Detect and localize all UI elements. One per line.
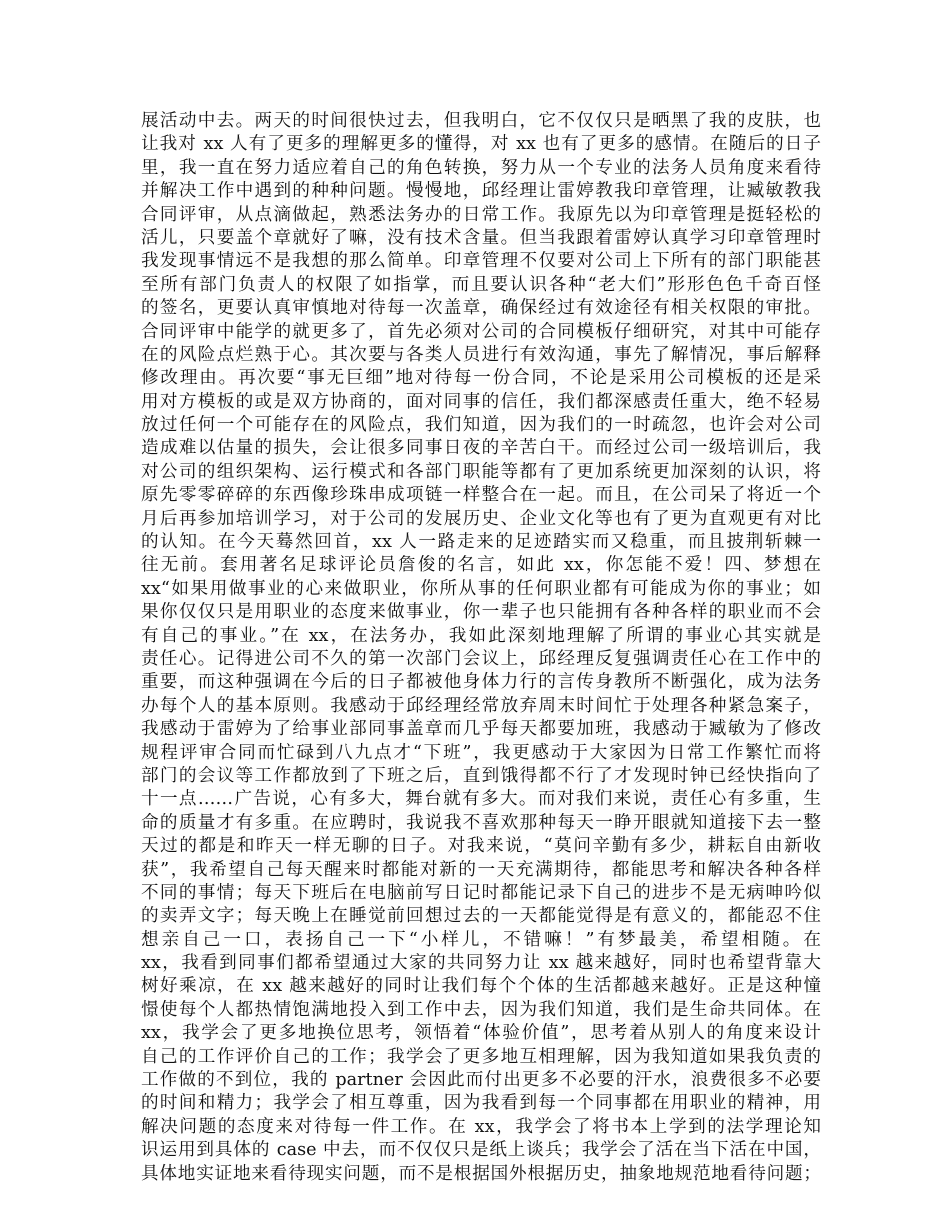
text-line: 原先零零碎碎的东西像珍珠串成项链一样整合在一起。而且，在公司呆了将近一个 (141, 485, 821, 506)
text-line: 放过任何一个可能存在的风险点，我们知道，因为我们的一时疏忽，也许会对公司 (141, 415, 821, 436)
text-line: 修改理由。再次要“事无巨细”地对待每一份合同，不论是采用公司模板的还是采 (141, 368, 821, 389)
text-line: 我发现事情远不是我想的那么简单。印章管理不仅要对公司上下所有的部门职能甚 (141, 251, 821, 272)
text-line: 自己的工作评价自己的工作；我学会了更多地互相理解，因为我知道如果我负责的 (141, 1046, 821, 1067)
text-line: 天过的都是和昨天一样无聊的日子。对我来说，“莫问辛勤有多少，耕耘自由新收 (141, 836, 821, 857)
text-line: 树好乘凉，在 xx 越来越好的同时让我们每个个体的生活都越来越好。正是这种憧 (141, 976, 821, 997)
text-line: 责任心。记得进公司不久的第一次部门会议上，邱经理反复强调责任心在工作中的 (141, 648, 821, 669)
text-line: 合同评审中能学的就更多了，首先必须对公司的合同模板仔细研究，对其中可能存 (141, 321, 821, 342)
text-line: 获”，我希望自己每天醒来时都能对新的一天充满期待，都能思考和解决各种各样 (141, 859, 821, 880)
text-line: 命的质量才有多重。在应聘时，我说我不喜欢那种每天一睁开眼就知道接下去一整 (141, 812, 821, 833)
text-line: 重要，而这种强调在今后的日子都被他身体力行的言传身教所不断强化，成为法务 (141, 672, 821, 693)
text-line: 的时间和精力；我学会了相互尊重，因为我看到每一个同事都在用职业的精神，用 (141, 1093, 821, 1114)
text-line: 月后再参加培训学习，对于公司的发展历史、企业文化等也有了更为直观更有对比 (141, 508, 821, 529)
text-line: xx，我看到同事们都希望通过大家的共同努力让 xx 越来越好，同时也希望背靠大 (141, 953, 821, 974)
document-body (141, 110, 821, 1186)
text-line: 往无前。套用著名足球评论员詹俊的名言，如此 xx，你怎能不爱！四、梦想在 (141, 555, 821, 576)
text-line: 至所有部门负责人的权限了如指掌，而且要认识各种“老大们”形形色色千奇百怪 (141, 274, 821, 295)
text-line: 工作做的不到位，我的 partner 会因此而付出更多不必要的汗水，浪费很多不必要 (141, 1070, 821, 1091)
text-line: 部门的会议等工作都放到了下班之后，直到饿得都不行了才发现时钟已经快指向了 (141, 765, 821, 786)
text-line: 办每个人的基本原则。我感动于邱经理经常放弃周末时间忙于处理各种紧急案子， (141, 695, 821, 716)
text-line: 规程评审合同而忙碌到八九点才“下班”，我更感动于大家因为日常工作繁忙而将 (141, 742, 821, 763)
text-line: 具体地实证地来看待现实问题，而不是根据国外根据历史，抽象地规范地看待问题； (141, 1163, 821, 1184)
text-line: 不同的事情；每天下班后在电脑前写日记时都能记录下自己的进步不是无病呻吟似 (141, 882, 821, 903)
text-line: 的签名，更要认真审慎地对待每一次盖章，确保经过有效途径有相关权限的审批。 (141, 298, 821, 319)
text-line: 展活动中去。两天的时间很快过去，但我明白，它不仅仅只是晒黑了我的皮肤，也 (141, 111, 821, 131)
text-line: 的卖弄文字；每天晚上在睡觉前回想过去的一天都能觉得是有意义的，都能忍不住 (141, 906, 821, 927)
text-line: 里，我一直在努力适应着自己的角色转换，努力从一个专业的法务人员角度来看待 (141, 157, 821, 178)
text-line: 让我对 xx 人有了更多的理解更多的懂得，对 xx 也有了更多的感情。在随后的日子 (141, 134, 821, 155)
text-line: 在的风险点烂熟于心。其次要与各类人员进行有效沟通，事先了解情况，事后解释 (141, 344, 821, 365)
text-line: 并解决工作中遇到的种种问题。慢慢地，邱经理让雷婷教我印章管理，让臧敏教我 (141, 181, 821, 202)
text-line: xx“如果用做事业的心来做职业，你所从事的任何职业都有可能成为你的事业；如 (141, 578, 821, 599)
text-line: xx，我学会了更多地换位思考，领悟着“体验价值”，思考着从别人的角度来设计 (141, 1023, 821, 1044)
text-line: 果你仅仅只是用职业的态度来做事业，你一辈子也只能拥有各种各样的职业而不会 (141, 602, 821, 623)
text-line: 造成难以估量的损失，会让很多同事日夜的辛苦白干。而经过公司一级培训后，我 (141, 438, 821, 459)
text-line: 我感动于雷婷为了给事业部同事盖章而几乎每天都要加班，我感动于臧敏为了修改 (141, 719, 821, 740)
text-line: 对公司的组织架构、运行模式和各部门职能等都有了更加系统更加深刻的认识，将 (141, 461, 821, 482)
text-line: 有自己的事业。”在 xx，在法务办，我如此深刻地理解了所谓的事业心其实就是 (141, 625, 821, 646)
text-line: 解决问题的态度来对待每一件工作。在 xx，我学会了将书本上学到的法学理论知 (141, 1116, 821, 1137)
text-line: 十一点……广告说，心有多大，舞台就有多大。而对我们来说，责任心有多重，生 (141, 789, 821, 810)
text-line: 想亲自己一口，表扬自己一下“小样儿，不错嘛！”有梦最美，希望相随。在 (141, 929, 821, 950)
text-line: 的认知。在今天蓦然回首，xx 人一路走来的足迹踏实而又稳重，而且披荆斩棘一 (141, 532, 821, 553)
text-line: 活儿，只要盖个章就好了嘛，没有技术含量。但当我跟着雷婷认真学习印章管理时 (141, 227, 821, 248)
text-line: 合同评审，从点滴做起，熟悉法务办的日常工作。我原先以为印章管理是挺轻松的 (141, 204, 821, 225)
text-line: 用对方模板的或是双方协商的，面对同事的信任，我们都深感责任重大，绝不轻易 (141, 391, 821, 412)
text-line: 识运用到具体的 case 中去，而不仅仅只是纸上谈兵；我学会了活在当下活在中国， (141, 1140, 821, 1161)
text-line: 憬使每个人都热情饱满地投入到工作中去，因为我们知道，我们是生命共同体。在 (141, 999, 821, 1020)
